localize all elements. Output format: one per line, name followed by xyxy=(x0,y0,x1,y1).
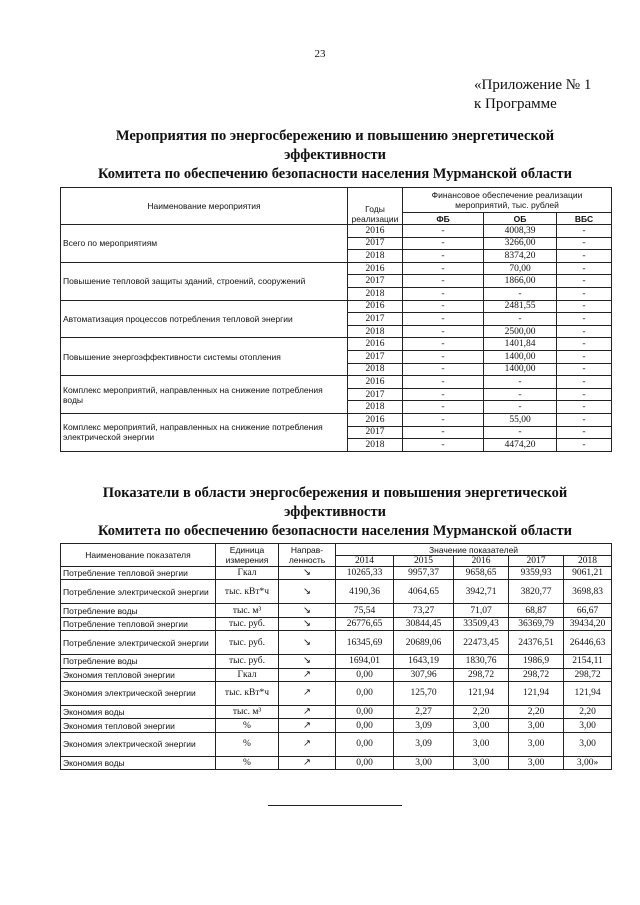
table-row xyxy=(61,567,612,580)
table-row xyxy=(61,681,612,705)
appendix-line-2: к Программе xyxy=(474,96,557,112)
cell-ob: - xyxy=(484,313,557,326)
table-row xyxy=(61,338,612,351)
cell-fb: - xyxy=(403,350,484,363)
indicator-value: 3,00» xyxy=(564,756,612,769)
cell-vbs: - xyxy=(557,225,612,238)
indicator-unit: тыс. руб. xyxy=(216,631,279,655)
indicator-value: 121,94 xyxy=(454,681,509,705)
cell-vbs: - xyxy=(557,338,612,351)
indicator-value: 24376,51 xyxy=(509,631,564,655)
measure-name: Повышение тепловой защиты зданий, строений, сооружений xyxy=(61,262,348,300)
cell-fb: - xyxy=(403,275,484,288)
indicator-value: 298,72 xyxy=(564,668,612,681)
cell-year: 2017 xyxy=(348,426,403,439)
header-name: Наименование мероприятия xyxy=(61,188,348,225)
cell-ob: - xyxy=(484,388,557,401)
indicator-value: 3,00 xyxy=(564,732,612,756)
table-row xyxy=(61,705,612,718)
cell-ob: 1866,00 xyxy=(484,275,557,288)
direction-arrow-icon: ↘ xyxy=(279,580,336,604)
indicator-value: 71,07 xyxy=(454,604,509,617)
table-row xyxy=(61,668,612,681)
table-row xyxy=(61,580,612,604)
measure-name: Комплекс мероприятий, направленных на снижение потребления воды xyxy=(61,376,348,414)
header-year: 2018 xyxy=(564,556,612,567)
title-line: эффективности xyxy=(284,504,386,520)
table-row xyxy=(61,719,612,732)
indicator-value: 9658,65 xyxy=(454,567,509,580)
indicator-value: 3,00 xyxy=(564,719,612,732)
indicator-value: 3,09 xyxy=(394,719,454,732)
indicator-name: Потребление электрической энергии xyxy=(61,631,216,655)
cell-year: 2018 xyxy=(348,401,403,414)
direction-arrow-icon: ↗ xyxy=(279,756,336,769)
direction-arrow-icon: ↘ xyxy=(279,604,336,617)
cell-fb: - xyxy=(403,262,484,275)
indicator-value: 121,94 xyxy=(564,681,612,705)
cell-year: 2016 xyxy=(348,338,403,351)
indicator-value: 0,00 xyxy=(336,705,394,718)
indicator-value: 20689,06 xyxy=(394,631,454,655)
indicator-value: 3,00 xyxy=(394,756,454,769)
cell-ob: - xyxy=(484,376,557,389)
cell-ob: - xyxy=(484,401,557,414)
header-direction: Направ-ленность xyxy=(279,544,336,567)
header-unit: Единица измерения xyxy=(216,544,279,567)
header-vbs: ВБС xyxy=(557,213,612,225)
table-row xyxy=(61,631,612,655)
indicator-value: 1643,19 xyxy=(394,655,454,668)
direction-arrow-icon: ↗ xyxy=(279,668,336,681)
indicator-value: 2,27 xyxy=(394,705,454,718)
cell-year: 2016 xyxy=(348,376,403,389)
indicator-value: 121,94 xyxy=(509,681,564,705)
cell-vbs: - xyxy=(557,300,612,313)
indicator-name: Потребление электрической энергии xyxy=(61,580,216,604)
indicator-value: 3820,77 xyxy=(509,580,564,604)
indicator-name: Потребление тепловой энергии xyxy=(61,617,216,630)
indicator-value: 2,20 xyxy=(509,705,564,718)
cell-ob: 1400,00 xyxy=(484,363,557,376)
cell-fb: - xyxy=(403,338,484,351)
indicator-value: 9957,37 xyxy=(394,567,454,580)
cell-ob: - xyxy=(484,426,557,439)
cell-ob: 1401,84 xyxy=(484,338,557,351)
header-years: Годы реализации xyxy=(348,188,403,225)
indicator-name: Экономия тепловой энергии xyxy=(61,668,216,681)
indicator-value: 9359,93 xyxy=(509,567,564,580)
cell-ob: 4474,20 xyxy=(484,439,557,452)
cell-vbs: - xyxy=(557,401,612,414)
indicator-value: 3,00 xyxy=(509,719,564,732)
header-name: Наименование показателя xyxy=(61,544,216,567)
indicator-name: Потребление воды xyxy=(61,655,216,668)
cell-vbs: - xyxy=(557,426,612,439)
cell-ob: 4008,39 xyxy=(484,225,557,238)
cell-year: 2018 xyxy=(348,250,403,263)
indicator-value: 307,96 xyxy=(394,668,454,681)
indicator-unit: % xyxy=(216,732,279,756)
measure-name: Повышение энергоэффективности системы отопления xyxy=(61,338,348,376)
cell-year: 2016 xyxy=(348,262,403,275)
cell-fb: - xyxy=(403,325,484,338)
cell-vbs: - xyxy=(557,388,612,401)
cell-year: 2016 xyxy=(348,225,403,238)
indicator-value: 125,70 xyxy=(394,681,454,705)
cell-year: 2017 xyxy=(348,237,403,250)
measure-name: Всего по мероприятиям xyxy=(61,225,348,263)
direction-arrow-icon: ↘ xyxy=(279,617,336,630)
direction-arrow-icon: ↘ xyxy=(279,567,336,580)
table-row xyxy=(61,617,612,630)
cell-fb: - xyxy=(403,237,484,250)
indicator-value: 9061,21 xyxy=(564,567,612,580)
cell-fb: - xyxy=(403,426,484,439)
cell-year: 2016 xyxy=(348,300,403,313)
cell-fb: - xyxy=(403,388,484,401)
cell-fb: - xyxy=(403,363,484,376)
direction-arrow-icon: ↗ xyxy=(279,681,336,705)
indicator-unit: % xyxy=(216,756,279,769)
indicator-name: Потребление воды xyxy=(61,604,216,617)
indicator-value: 4064,65 xyxy=(394,580,454,604)
cell-fb: - xyxy=(403,300,484,313)
indicator-unit: Гкал xyxy=(216,567,279,580)
page-number: 23 xyxy=(314,48,326,60)
indicator-value: 1830,76 xyxy=(454,655,509,668)
direction-arrow-icon: ↗ xyxy=(279,705,336,718)
cell-ob: 3266,00 xyxy=(484,237,557,250)
indicator-value: 3,00 xyxy=(454,719,509,732)
indicator-unit: тыс. м³ xyxy=(216,705,279,718)
measures-table xyxy=(60,187,612,452)
cell-vbs: - xyxy=(557,439,612,452)
indicator-value: 3,00 xyxy=(509,732,564,756)
cell-fb: - xyxy=(403,225,484,238)
indicator-unit: тыс. кВт*ч xyxy=(216,580,279,604)
indicator-value: 66,67 xyxy=(564,604,612,617)
indicator-value: 3,00 xyxy=(454,756,509,769)
cell-fb: - xyxy=(403,250,484,263)
cell-year: 2018 xyxy=(348,325,403,338)
indicator-value: 22473,45 xyxy=(454,631,509,655)
indicator-name: Экономия воды xyxy=(61,756,216,769)
header-year: 2014 xyxy=(336,556,394,567)
indicator-value: 75,54 xyxy=(336,604,394,617)
header-values: Значение показателей xyxy=(336,544,612,556)
indicator-unit: % xyxy=(216,719,279,732)
indicator-value: 3,00 xyxy=(454,732,509,756)
indicator-unit: тыс. руб. xyxy=(216,617,279,630)
cell-vbs: - xyxy=(557,313,612,326)
direction-arrow-icon: ↗ xyxy=(279,719,336,732)
title-line: Комитета по обеспечению безопасности населения Мурманской области xyxy=(97,523,573,539)
cell-fb: - xyxy=(403,313,484,326)
cell-fb: - xyxy=(403,401,484,414)
footer-divider xyxy=(268,805,402,806)
cell-ob: 1400,00 xyxy=(484,350,557,363)
header-year: 2017 xyxy=(509,556,564,567)
indicator-value: 26446,63 xyxy=(564,631,612,655)
indicator-unit: Гкал xyxy=(216,668,279,681)
indicator-name: Потребление тепловой энергии xyxy=(61,567,216,580)
measure-name: Комплекс мероприятий, направленных на снижение потребления электрической энергии xyxy=(61,413,348,451)
cell-vbs: - xyxy=(557,325,612,338)
indicator-unit: тыс. руб. xyxy=(216,655,279,668)
header-finance: Финансовое обеспечение реализации мероприятий, тыс. рублей xyxy=(403,188,612,213)
direction-arrow-icon: ↗ xyxy=(279,732,336,756)
indicator-value: 0,00 xyxy=(336,756,394,769)
indicator-value: 3942,71 xyxy=(454,580,509,604)
indicator-name: Экономия воды xyxy=(61,705,216,718)
indicator-value: 1694,01 xyxy=(336,655,394,668)
indicator-value: 39434,20 xyxy=(564,617,612,630)
title-line: Показатели в области энергосбережения и повышения энергетической xyxy=(102,485,568,501)
indicator-value: 68,87 xyxy=(509,604,564,617)
indicator-value: 4190,36 xyxy=(336,580,394,604)
indicator-value: 298,72 xyxy=(509,668,564,681)
cell-year: 2018 xyxy=(348,363,403,376)
indicator-value: 2154,11 xyxy=(564,655,612,668)
cell-ob: 2500,00 xyxy=(484,325,557,338)
cell-ob: 70,00 xyxy=(484,262,557,275)
cell-vbs: - xyxy=(557,413,612,426)
table-row xyxy=(61,604,612,617)
cell-vbs: - xyxy=(557,363,612,376)
indicator-value: 0,00 xyxy=(336,668,394,681)
indicator-value: 26776,65 xyxy=(336,617,394,630)
table-row xyxy=(61,376,612,389)
indicator-value: 73,27 xyxy=(394,604,454,617)
cell-year: 2017 xyxy=(348,350,403,363)
cell-ob: - xyxy=(484,287,557,300)
cell-fb: - xyxy=(403,376,484,389)
direction-arrow-icon: ↘ xyxy=(279,631,336,655)
title-line: эффективности xyxy=(284,147,386,163)
cell-year: 2017 xyxy=(348,388,403,401)
indicator-value: 3,00 xyxy=(509,756,564,769)
measure-name: Автоматизация процессов потребления тепловой энергии xyxy=(61,300,348,338)
indicator-value: 1986,9 xyxy=(509,655,564,668)
cell-ob: 8374,20 xyxy=(484,250,557,263)
indicator-value: 0,00 xyxy=(336,732,394,756)
table-row xyxy=(61,732,612,756)
cell-vbs: - xyxy=(557,275,612,288)
indicators-table xyxy=(60,543,612,770)
cell-vbs: - xyxy=(557,237,612,250)
table-row xyxy=(61,300,612,313)
indicator-value: 36369,79 xyxy=(509,617,564,630)
cell-year: 2016 xyxy=(348,413,403,426)
cell-vbs: - xyxy=(557,287,612,300)
indicator-value: 2,20 xyxy=(454,705,509,718)
cell-vbs: - xyxy=(557,250,612,263)
indicator-name: Экономия тепловой энергии xyxy=(61,719,216,732)
cell-ob: 2481,55 xyxy=(484,300,557,313)
appendix-line-1: «Приложение № 1 xyxy=(474,77,592,93)
title-measures xyxy=(60,127,610,184)
cell-year: 2018 xyxy=(348,287,403,300)
direction-arrow-icon: ↘ xyxy=(279,655,336,668)
table-row xyxy=(61,225,612,238)
cell-year: 2018 xyxy=(348,439,403,452)
indicator-unit: тыс. м³ xyxy=(216,604,279,617)
table-row xyxy=(61,655,612,668)
indicator-value: 33509,43 xyxy=(454,617,509,630)
header-year: 2016 xyxy=(454,556,509,567)
indicator-value: 0,00 xyxy=(336,681,394,705)
cell-fb: - xyxy=(403,287,484,300)
cell-year: 2017 xyxy=(348,313,403,326)
table-row xyxy=(61,262,612,275)
title-line: Мероприятия по энергосбережению и повышению энергетической xyxy=(115,128,555,144)
indicator-name: Экономия электрической энергии xyxy=(61,732,216,756)
indicator-value: 2,20 xyxy=(564,705,612,718)
indicator-value: 298,72 xyxy=(454,668,509,681)
title-line: Комитета по обеспечению безопасности населения Мурманской области xyxy=(97,166,573,182)
header-ob: ОБ xyxy=(484,213,557,225)
title-indicators xyxy=(60,484,610,541)
cell-fb: - xyxy=(403,439,484,452)
indicator-value: 0,00 xyxy=(336,719,394,732)
cell-year: 2017 xyxy=(348,275,403,288)
cell-vbs: - xyxy=(557,262,612,275)
indicator-unit: тыс. кВт*ч xyxy=(216,681,279,705)
table-row xyxy=(61,413,612,426)
appendix-label xyxy=(474,76,591,114)
header-fb: ФБ xyxy=(403,213,484,225)
indicator-value: 3698,83 xyxy=(564,580,612,604)
indicator-value: 30844,45 xyxy=(394,617,454,630)
cell-ob: 55,00 xyxy=(484,413,557,426)
table-row xyxy=(61,756,612,769)
header-year: 2015 xyxy=(394,556,454,567)
indicator-value: 16345,69 xyxy=(336,631,394,655)
indicator-name: Экономия электрической энергии xyxy=(61,681,216,705)
cell-vbs: - xyxy=(557,376,612,389)
cell-fb: - xyxy=(403,413,484,426)
cell-vbs: - xyxy=(557,350,612,363)
indicator-value: 10265,33 xyxy=(336,567,394,580)
indicator-value: 3,09 xyxy=(394,732,454,756)
